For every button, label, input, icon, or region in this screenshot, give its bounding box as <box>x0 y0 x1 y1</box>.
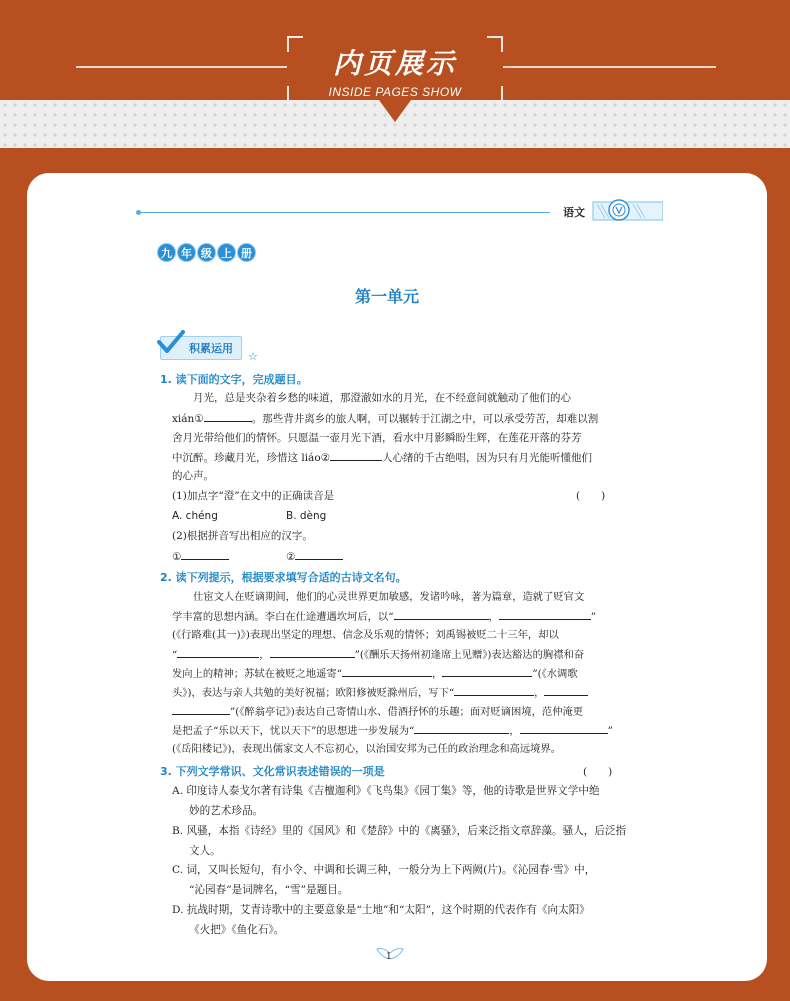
banner-title: 内页展示 <box>332 47 457 80</box>
answer-bracket[interactable]: ( ) <box>576 490 606 502</box>
q1-answer-row <box>286 547 343 567</box>
banner-pointer <box>379 100 411 122</box>
option-b[interactable]: B. dèng <box>286 510 327 522</box>
grade-char: 级 <box>197 243 216 262</box>
option-c-cont: “沁园春”是词牌名，“雪”是题目。 <box>189 884 349 896</box>
q2-text-line: (《岳阳楼记》)，表现出儒家文人不忘初心，以治国安邦为己任的政治理念和高远境界。 <box>172 743 562 755</box>
answer-blank[interactable] <box>204 409 252 422</box>
grade-char: 年 <box>177 243 196 262</box>
answer-blank[interactable] <box>442 664 532 677</box>
section-header <box>160 336 242 360</box>
q2-text-fragment: ， <box>488 611 499 623</box>
school-emblem-icon <box>591 198 663 222</box>
grade-char: 九 <box>157 243 176 262</box>
q1-text-fragment: 。那些背井离乡的旅人啊，可以辗转于江湖之中，可以承受劳苦，却难以割 <box>251 413 599 425</box>
q1-text-line: 舍月光带给他们的情怀。只愿温一壶月光下酒，看水中月影瞬盼生辉，在莲花开落的芬芳 <box>172 432 582 444</box>
banner-left-rule <box>76 66 287 68</box>
star-icon: ☆ <box>248 350 258 363</box>
blank-number: ② <box>286 551 296 563</box>
q2-text-line <box>172 607 596 626</box>
q2-text-line <box>172 645 584 664</box>
q2-text-fragment: ， <box>534 687 545 699</box>
option-a-cont: 妙的艺术珍品。 <box>189 805 264 817</box>
checkmark-icon <box>156 330 186 356</box>
header-rule <box>138 212 550 213</box>
q1-heading: 1. 读下面的文字，完成题目。 <box>160 373 308 386</box>
header-rule-dot <box>136 210 141 215</box>
option-c[interactable]: C. 词，又叫长短句，有小令、中调和长调三种，一般分为上下两阙(片)。《沁园春·雪》中， <box>172 864 596 876</box>
q2-text-fragment: ”(《酬乐天扬州初逢席上见赠》)表达豁达的胸襟和奋 <box>354 649 585 661</box>
answer-blank[interactable] <box>454 683 534 696</box>
q2-text-fragment: 头》)，表达与亲人共勉的美好祝福；欧阳修被贬滁州后，写下“ <box>172 687 455 699</box>
option-b[interactable]: B. 风骚，本指《诗经》里的《国风》和《楚辞》中的《离骚》，后来泛指文章辞藻。骚人，后泛指 <box>172 825 627 837</box>
q2-text-line: (《行路难(其一)》)表现出坚定的理想、信念及乐观的情怀；刘禹锡被贬二十三年，却以 <box>172 629 559 641</box>
q2-text-line <box>172 664 578 683</box>
q1-text-line: 的心声。 <box>172 470 214 482</box>
q2-heading: 2. 读下列提示，根据要求填写合适的古诗文名句。 <box>160 571 407 584</box>
answer-blank[interactable] <box>499 607 591 620</box>
q1-text-line <box>172 448 592 468</box>
answer-bracket[interactable]: ( ) <box>583 766 613 778</box>
page-number: 1 <box>386 952 392 962</box>
q2-text-fragment: ， <box>432 668 443 680</box>
answer-blank[interactable] <box>177 645 259 658</box>
banner-right-rule <box>503 66 716 68</box>
q1-subquestion-2: (2)根据拼音写出相应的汉字。 <box>172 530 313 542</box>
grade-char: 册 <box>237 243 256 262</box>
q1-subquestion-1: (1)加点字“澄”在文中的正确读音是 <box>172 490 335 502</box>
q2-text-fragment: ， <box>509 725 520 737</box>
q2-text-fragment: ” <box>607 725 613 737</box>
grade-char: 上 <box>217 243 236 262</box>
subject-label: 语文 <box>563 206 585 219</box>
option-a[interactable]: A. chéng <box>172 510 218 522</box>
q2-text-fragment: 学丰富的思想内涵。李白在仕途遭遇坎坷后，以“ <box>172 611 394 623</box>
q2-text-fragment: 发向上的精神；苏轼在被贬之地遥寄“ <box>172 668 343 680</box>
option-b-cont: 文人。 <box>189 845 221 857</box>
q1-text-fragment: 人心绪的千古绝唱，因为只有月光能听懂他们 <box>382 452 593 464</box>
answer-blank[interactable] <box>520 721 608 734</box>
blank-number: ① <box>172 551 182 563</box>
answer-blank[interactable] <box>270 645 355 658</box>
q2-text-fragment: ”(《醉翁亭记》)表达自己寄情山水、借酒抒怀的乐趣；面对贬谪困境，范仲淹更 <box>230 706 584 718</box>
q1-text-line <box>172 409 598 429</box>
grade-badge <box>157 242 257 262</box>
unit-title: 第一单元 <box>355 287 420 306</box>
q2-text-fragment: ， <box>259 649 270 661</box>
answer-blank[interactable] <box>414 721 509 734</box>
q2-text-line <box>172 721 613 740</box>
q1-answer-row <box>172 547 229 567</box>
q2-text-fragment: “ <box>172 649 178 661</box>
section-label: 积累运用 <box>160 336 242 360</box>
q2-text-line <box>172 702 583 721</box>
pinyin-prompt: xián① <box>172 413 204 425</box>
answer-blank[interactable] <box>342 664 432 677</box>
q2-text-line <box>172 683 588 702</box>
option-d-cont: 《火把》《鱼化石》。 <box>189 924 285 936</box>
q2-text-fragment: 是把孟子“乐以天下，忧以天下”的思想进一步发展为“ <box>172 725 415 737</box>
answer-blank[interactable] <box>181 547 229 560</box>
option-a[interactable]: A. 印度诗人泰戈尔著有诗集《吉檀迦利》《飞鸟集》《园丁集》等，他的诗歌是世界文学中绝 <box>172 785 600 797</box>
pinyin-prompt: 中沉醉。珍藏月光，珍惜这 liáo② <box>172 452 331 464</box>
banner-subtitle: INSIDE PAGES SHOW <box>328 85 462 99</box>
answer-blank[interactable] <box>330 448 382 461</box>
q2-text-fragment: ”(《水调歌 <box>532 668 578 680</box>
answer-blank[interactable] <box>172 702 230 715</box>
answer-blank[interactable] <box>295 547 343 560</box>
q1-text-line: 月光，总是夹杂着乡愁的味道，那澄澈如水的月光，在不经意间就触动了他们的心 <box>193 392 571 404</box>
q2-text-fragment: ” <box>590 611 597 623</box>
answer-blank[interactable] <box>544 683 588 696</box>
q3-heading: 3. 下列文学常识、文化常识表述错误的一项是 <box>160 765 385 778</box>
option-d[interactable]: D. 抗战时期，艾青诗歌中的主要意象是“土地”和“太阳”，这个时期的代表作有《向太阳》 <box>172 904 590 916</box>
q2-text-line: 仕宦文人在贬谪期间，他们的心灵世界更加敏感，发诸吟咏，著为篇章，造就了贬官文 <box>193 591 585 603</box>
banner-frame <box>287 36 503 102</box>
answer-blank[interactable] <box>394 607 489 620</box>
